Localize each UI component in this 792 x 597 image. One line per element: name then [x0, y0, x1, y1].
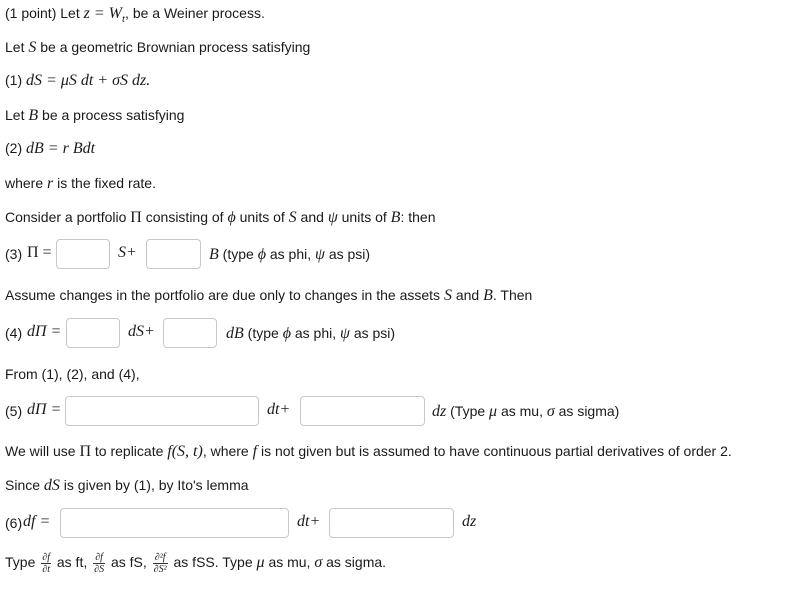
eq6-end: dz: [462, 513, 477, 530]
eq5-label: (5): [5, 403, 23, 419]
eq5-hint: dz (Type μ as mu, σ as sigma): [432, 403, 620, 420]
eq6-lhs: df =: [23, 513, 51, 530]
eq5-dt-input[interactable]: [65, 396, 259, 426]
from-line: From (1), (2), and (4),: [5, 366, 140, 382]
eq6-dt-input[interactable]: [60, 508, 289, 538]
intro-text: (1 point) Let: [5, 5, 80, 21]
type-hint-line: Type $\frac{\partial f}{\partial t}$ as ft, $\frac{\partial f}{\partial S}$ as fS, $\frac{\text{∂²f}}{\text{∂S²}}$ as fSS. Type μ as mu, σ as sigma.: [5, 552, 387, 575]
eq6-mid: dt+: [297, 513, 321, 530]
eq4-phi-input[interactable]: [66, 318, 120, 348]
since-line: Since dS is given by (1), by Ito's lemma: [5, 477, 249, 494]
eq4-mid: dS+: [128, 323, 155, 340]
eq5-mid: dt+: [267, 401, 291, 418]
eq1-line: (1) dS = μS dt + σS dz.: [5, 72, 151, 89]
portfolio-line: Consider a portfolio Π consisting of ϕ units of S and ψ units of B: then: [5, 209, 436, 226]
eq5-dz-input[interactable]: [300, 396, 425, 426]
eq3-psi-input[interactable]: [146, 239, 201, 269]
eq3-mid: S+: [118, 244, 137, 261]
partial-f-ss: $\frac{\text{∂²f}}{\text{∂S²}}$: [153, 552, 167, 575]
intro-line: (1 point) Let $z = W_t$, be a Weiner process.: [5, 5, 265, 25]
replicate-line: We will use Π to replicate f(S, t), where f is not given but is assumed to have continuous partial derivatives of order 2.: [5, 443, 732, 460]
intro-tail: be a Weiner process.: [132, 5, 265, 21]
b-def-line: Let B be a process satisfying: [5, 107, 185, 124]
partial-f-s: $\frac{\partial f}{\partial S}$: [94, 552, 105, 575]
eq5-lhs: dΠ =: [27, 401, 62, 418]
eq2-math: dB = r Bdt: [26, 140, 96, 157]
eq6-dz-input[interactable]: [329, 508, 454, 538]
assume-line: Assume changes in the portfolio are due only to changes in the assets S and B. Then: [5, 287, 533, 304]
eq4-lhs: dΠ =: [27, 323, 62, 340]
rate-line: where r is the fixed rate.: [5, 175, 156, 192]
eq2-line: (2) dB = r Bdt: [5, 140, 96, 157]
eq3-lhs: Π =: [27, 244, 52, 261]
eq3-label: (3): [5, 246, 23, 262]
intro-math: z = W: [83, 5, 122, 22]
eq1-math: dS = μS dt + σS dz.: [26, 72, 151, 89]
s-def-line: Let S be a geometric Brownian process satisfying: [5, 39, 311, 56]
eq6-label: (6): [5, 515, 23, 531]
eq4-psi-input[interactable]: [163, 318, 217, 348]
eq4-hint: dB (type ϕ as phi, ψ as psi): [226, 325, 396, 342]
intro-sub: t: [121, 12, 126, 25]
eq3-hint: B (type ϕ as phi, ψ as psi): [209, 246, 371, 263]
partial-f-t: $\frac{\partial f}{\partial t}$: [42, 552, 50, 575]
eq3-phi-input[interactable]: [56, 239, 110, 269]
eq4-label: (4): [5, 325, 23, 341]
